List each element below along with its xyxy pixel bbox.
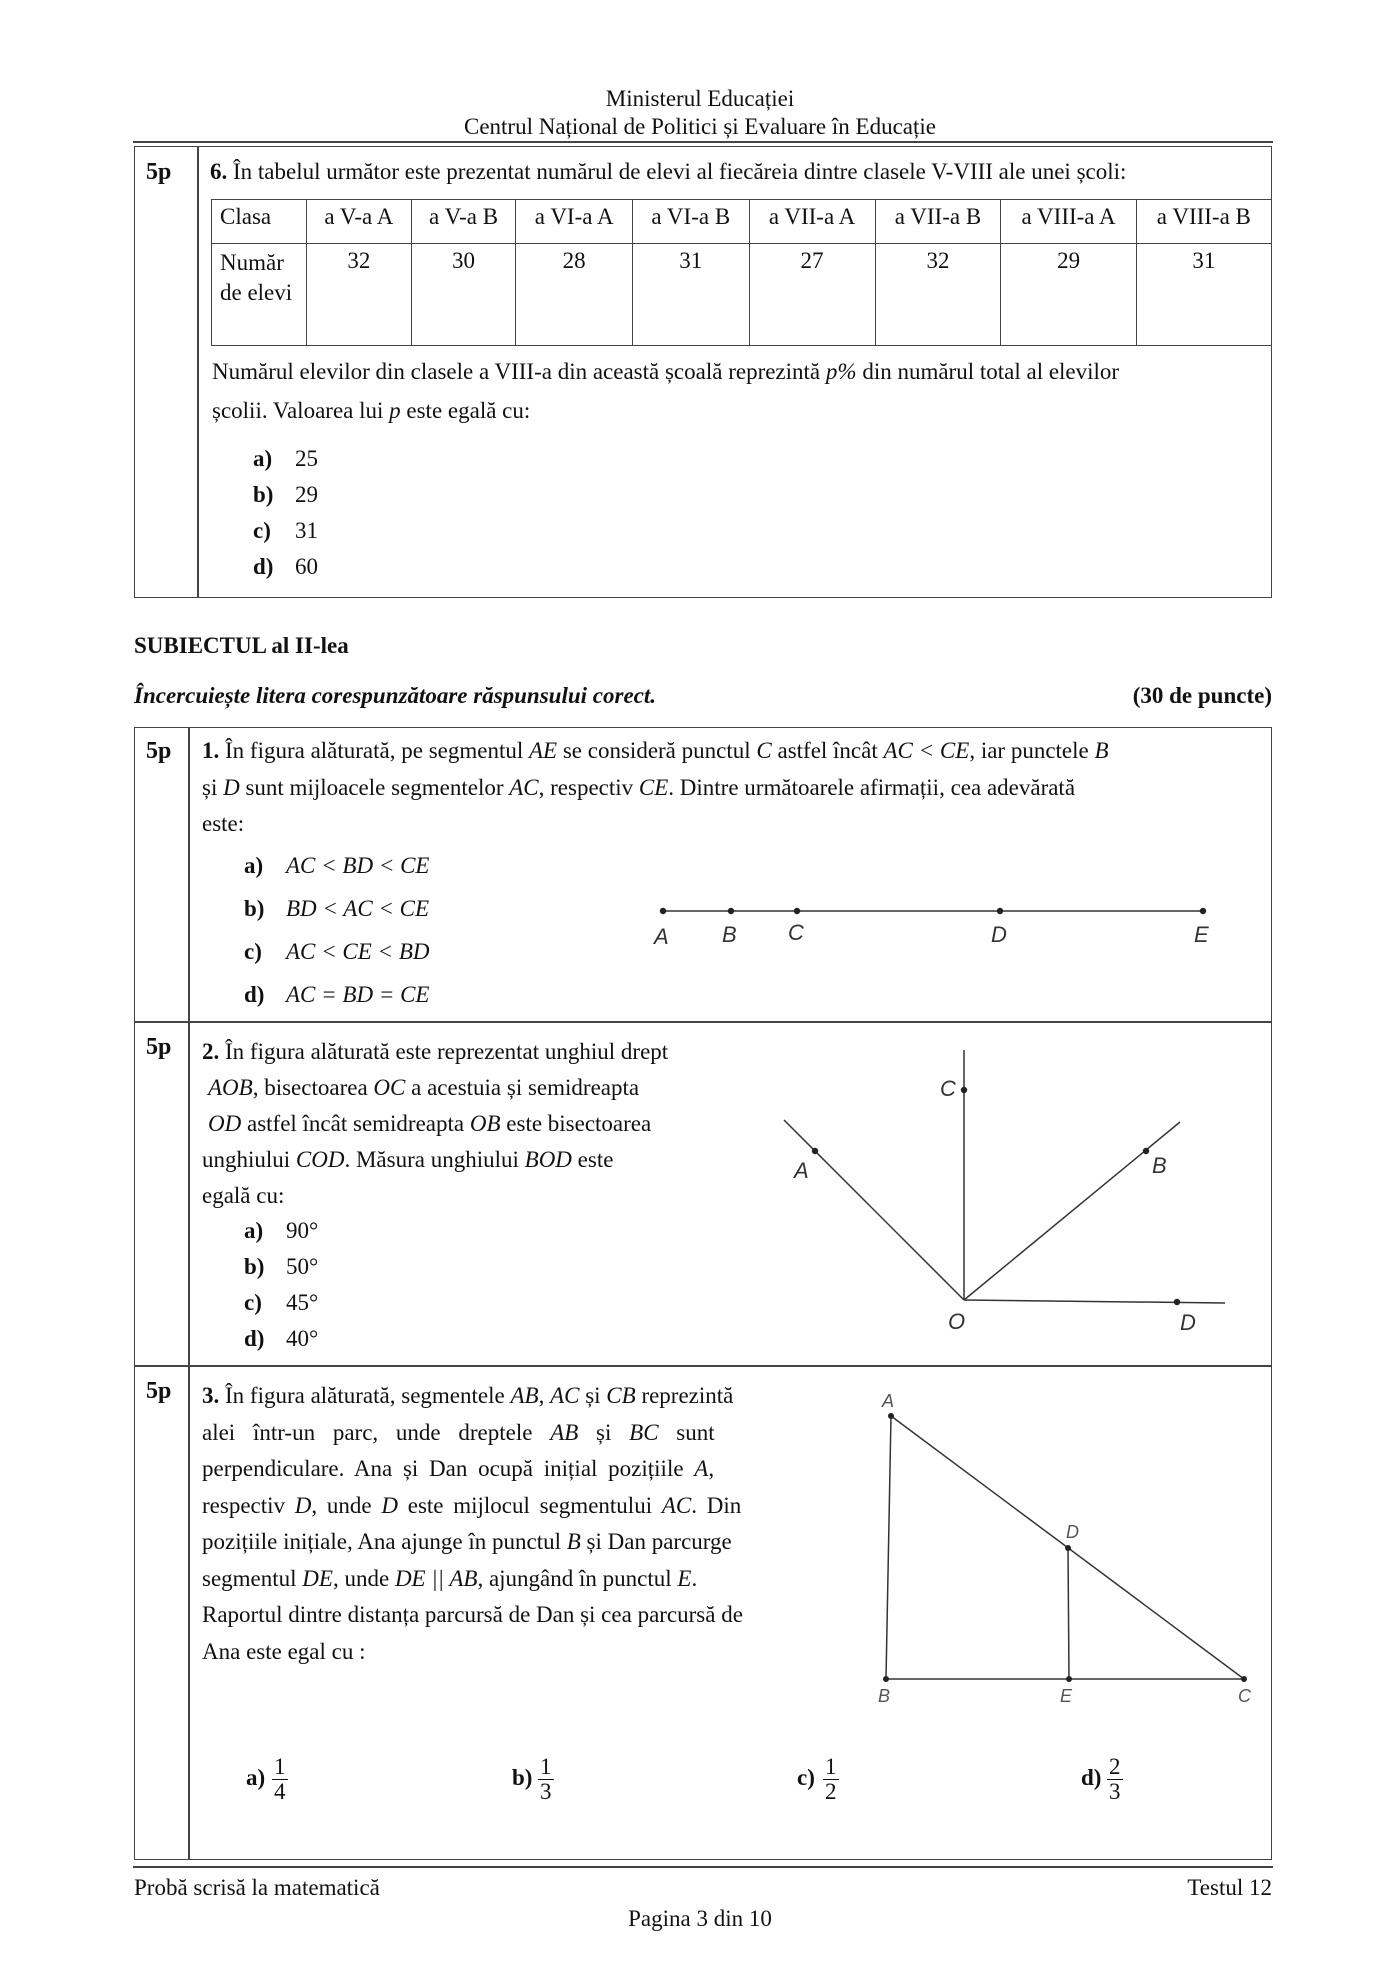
option-value: AC < BD < CE <box>286 853 430 878</box>
q3-text-part: și <box>578 1419 630 1445</box>
q1-option-b[interactable] <box>244 896 429 922</box>
section-instruction: Încercuiește litera corespunzătoare răspunsului corect. <box>134 683 657 708</box>
q3-text-part: perpendiculare. Ana și Dan ocupă inițial pozițiile <box>202 1456 695 1481</box>
q2-q3-separator <box>134 1365 1272 1367</box>
q2-option-d[interactable] <box>244 1326 318 1352</box>
q3-math: BC <box>629 1419 659 1445</box>
header-center: Centrul Național de Politici și Evaluare în Educație <box>463 114 936 139</box>
q3-math: AB <box>510 1383 539 1408</box>
q6-class-cell: a VIII-a A <box>1001 200 1136 244</box>
footer-page: Pagina 3 din 10 <box>628 1906 772 1931</box>
q3-line <box>202 1451 842 1488</box>
option-label: b) <box>253 482 274 507</box>
q3-option-c[interactable] <box>797 1755 839 1804</box>
q3-triangle-figure <box>870 1385 1270 1715</box>
point-C <box>794 908 800 914</box>
q6-class-cell: a V-a B <box>411 200 516 244</box>
q6-count-cell: 29 <box>1001 244 1136 346</box>
header-rule <box>133 141 1273 143</box>
q1-math: B <box>1094 738 1109 763</box>
q1-text: și <box>202 775 224 800</box>
q2-line <box>202 1142 739 1178</box>
q2-math: OD <box>208 1111 242 1136</box>
q3-text-part: sunt <box>658 1419 715 1445</box>
q1-text-line1 <box>202 738 1264 764</box>
q6-table <box>211 199 1272 346</box>
q6-option-b[interactable] <box>253 482 318 508</box>
option-label: a) <box>244 853 264 878</box>
q1-text-line2 <box>202 775 1264 801</box>
q3-points: 5p <box>146 1378 172 1404</box>
q3-line <box>202 1415 842 1452</box>
fraction-numerator: 1 <box>540 1754 552 1779</box>
fraction-numerator: 2 <box>1109 1754 1121 1779</box>
q1-math: AC <box>509 775 539 800</box>
q1-text: . Dintre următoarele afirmații, cea adevărată <box>668 775 1076 800</box>
section-points: (30 de puncte) <box>1132 683 1272 708</box>
q6-class-cell: a VIII-a B <box>1136 200 1271 244</box>
label-B: B <box>722 922 737 947</box>
q3-text-part: alei într-un parc, unde dreptele <box>202 1419 551 1445</box>
q6-count-cell: 27 <box>749 244 875 346</box>
footer-rule <box>133 1866 1273 1868</box>
option-label: a) <box>253 446 273 471</box>
label-D: D <box>1180 1310 1196 1335</box>
option-label: d) <box>253 554 274 579</box>
option-label: b) <box>244 1254 265 1279</box>
q3-text-part: În figura alăturată, segmentele <box>225 1383 511 1408</box>
q2-text-part: . Măsura unghiului <box>344 1147 525 1172</box>
option-value: 50° <box>286 1254 319 1279</box>
q6-option-a[interactable] <box>253 446 318 472</box>
q3-text-part: respectiv <box>202 1492 295 1518</box>
fraction-denominator: 3 <box>540 1779 552 1805</box>
option-label: c) <box>244 1290 262 1315</box>
q6-points: 5p <box>146 159 172 185</box>
option-label: c) <box>253 518 271 543</box>
q3-math: E <box>677 1565 692 1591</box>
q3-math: CB <box>606 1383 636 1408</box>
q3-math: D <box>294 1492 312 1518</box>
option-value: 25 <box>295 446 318 471</box>
q6-class-cell: a VII-a A <box>749 200 875 244</box>
footer-right: Testul 12 <box>1187 1875 1272 1900</box>
option-value: 60 <box>295 554 318 579</box>
q2-math: AOB <box>208 1075 253 1100</box>
q3-option-b[interactable] <box>512 1755 554 1804</box>
point-B <box>728 908 734 914</box>
label-C: C <box>1238 1686 1251 1706</box>
q6-count-cell: 31 <box>1136 244 1271 346</box>
q6-question-text: școlii. Valoarea lui <box>212 398 390 423</box>
q3-line <box>202 1378 842 1415</box>
q6-count-cell: 30 <box>411 244 516 346</box>
q2-option-c[interactable] <box>244 1290 318 1316</box>
q2-text <box>202 1034 739 1214</box>
point-E <box>1200 908 1206 914</box>
q2-angle-figure <box>770 1040 1230 1340</box>
q1-math: C <box>756 738 772 763</box>
q3-text-part: , ajungând în punctul <box>477 1565 678 1591</box>
q6-question-line1 <box>212 359 1262 385</box>
point-B <box>883 1676 889 1682</box>
q2-line <box>202 1106 739 1142</box>
q1-text: astfel încât <box>771 738 884 763</box>
label-C: C <box>788 920 804 945</box>
option-label: b) <box>512 1764 533 1790</box>
q3-line: Raportul dintre distanța parcursă de Dan și cea parcursă de <box>202 1602 743 1627</box>
q6-var-p-percent: p% <box>825 359 857 384</box>
q3-math: DE || AB <box>394 1565 478 1591</box>
point-D <box>997 908 1003 914</box>
q1-option-d[interactable] <box>244 982 429 1008</box>
q3-line <box>202 1524 842 1561</box>
point-D <box>1065 1545 1071 1551</box>
q3-math: A <box>694 1456 709 1481</box>
q2-text-part: astfel încât semidreapta <box>241 1111 470 1136</box>
label-O: O <box>948 1309 966 1334</box>
label-C: C <box>940 1076 956 1101</box>
q2-math: OC <box>373 1075 406 1100</box>
q6-question-text: este egală cu: <box>400 398 531 423</box>
option-value: 45° <box>286 1290 319 1315</box>
label-A: A <box>654 924 669 949</box>
q2-math: BOD <box>524 1147 572 1172</box>
point-C <box>1241 1676 1247 1682</box>
q1-math: AC < CE <box>883 738 970 763</box>
q1-option-c[interactable] <box>244 939 429 965</box>
q6-class-cell: a V-a A <box>307 200 412 244</box>
q1-option-a[interactable] <box>244 853 429 879</box>
q3-text-part: , <box>538 1383 551 1408</box>
q1-text: sunt mijloacele segmentelor <box>239 775 510 800</box>
q3-math: B <box>566 1529 581 1554</box>
option-value: 31 <box>295 518 318 543</box>
q6-class-cell: a VI-a B <box>632 200 749 244</box>
fraction-denominator: 2 <box>825 1779 837 1805</box>
q3-text-part: . Din <box>691 1492 742 1518</box>
q6-count-cell: 28 <box>516 244 633 346</box>
label-D: D <box>991 922 1007 947</box>
q3-text <box>202 1378 842 1670</box>
q6-statement: În tabelul următor este prezentat numărul de elevi al fiecăreia dintre clasele V-VIII ale unei școli: <box>233 159 1127 184</box>
fraction-denominator: 4 <box>274 1779 286 1805</box>
q2-option-b[interactable] <box>244 1254 318 1280</box>
fraction <box>1107 1755 1123 1804</box>
option-label: d) <box>244 982 265 1007</box>
q3-text-part: . <box>691 1565 698 1591</box>
label-E: E <box>1194 922 1209 947</box>
q3-text-part: pozițiile inițiale, Ana ajunge în punctul <box>202 1529 567 1554</box>
point-C <box>961 1087 967 1093</box>
q1-q2-separator <box>134 1021 1272 1023</box>
point-A <box>812 1148 818 1154</box>
q3-line <box>202 1561 842 1598</box>
q3-text-part: reprezintă <box>635 1383 734 1408</box>
q3-math: AB <box>550 1419 579 1445</box>
ray-OD <box>964 1300 1225 1303</box>
q2-points: 5p <box>146 1034 172 1060</box>
q3-math: AC <box>661 1492 692 1518</box>
option-label: a) <box>244 1218 264 1243</box>
point-E <box>1066 1676 1072 1682</box>
option-value: 29 <box>295 482 318 507</box>
label-B: B <box>1152 1153 1167 1178</box>
q2-text-part: , bisectoarea <box>252 1075 374 1100</box>
q3-math: D <box>381 1492 398 1518</box>
segment-AB <box>886 1416 891 1679</box>
option-value: AC = BD = CE <box>286 982 430 1007</box>
q6-number: 6. <box>210 159 228 184</box>
q3-math: AC <box>550 1383 580 1408</box>
q3-line <box>202 1488 842 1525</box>
q1-text: se consideră punctul <box>557 738 757 763</box>
q2-math: OB <box>469 1111 501 1136</box>
q6-table-count-row <box>212 244 1272 346</box>
section-title: SUBIECTUL al II-lea <box>134 633 349 658</box>
q3-text-part: , unde <box>332 1565 395 1591</box>
q2-line <box>202 1034 739 1070</box>
q6-table-class-row <box>212 200 1272 244</box>
q1-segment-figure <box>640 890 1220 950</box>
q3-number: 3. <box>202 1383 220 1408</box>
q6-question-text: din numărul total al elevilor <box>856 359 1120 384</box>
q1-math: CE <box>638 775 669 800</box>
q6-option-d[interactable] <box>253 554 318 580</box>
q3-text-part: segmentul <box>202 1565 303 1591</box>
fraction-denominator: 3 <box>1109 1779 1121 1805</box>
q1-text: , iar punctele <box>969 738 1095 763</box>
option-label: d) <box>244 1326 265 1351</box>
q6-table-count-header: Număr de elevi <box>212 244 307 346</box>
label-A: A <box>794 1158 809 1183</box>
segment-DE <box>1068 1548 1069 1679</box>
q6-count-cell: 32 <box>307 244 412 346</box>
label-A: A <box>882 1391 895 1411</box>
q2-text-part: a acestuia și semidreapta <box>405 1075 640 1100</box>
q2-text-part: este bisectoarea <box>500 1111 652 1136</box>
q2-math: COD <box>295 1147 345 1172</box>
option-value: AC < CE < BD <box>286 939 430 964</box>
q3-option-a[interactable] <box>246 1755 288 1804</box>
q2-text-part: În figura alăturată este reprezentat unghiul drept <box>225 1039 669 1064</box>
option-label: b) <box>244 896 265 921</box>
fraction <box>538 1755 554 1804</box>
label-E: E <box>1060 1686 1073 1706</box>
q1-math: D <box>223 775 240 800</box>
point-D <box>1174 1299 1180 1305</box>
q6-count-cell: 32 <box>875 244 1001 346</box>
ray-OA <box>784 1120 964 1300</box>
fraction-numerator: 1 <box>825 1754 837 1779</box>
option-value: BD < AC < CE <box>286 896 430 921</box>
q1-text-line3: este: <box>202 811 245 836</box>
q3-text-part: și Dan parcurge <box>580 1529 732 1554</box>
option-label: d) <box>1081 1764 1102 1790</box>
fraction <box>272 1755 288 1804</box>
label-B: B <box>878 1686 891 1706</box>
q6-class-cell: a VII-a B <box>875 200 1001 244</box>
q3-math: DE <box>302 1565 333 1591</box>
q3-text-part: este mijlocul segmentului <box>397 1492 662 1518</box>
point-A <box>660 908 666 914</box>
footer-left: Probă scrisă la matematică <box>134 1875 380 1900</box>
q6-var-p: p <box>389 398 401 423</box>
fraction-numerator: 1 <box>274 1754 286 1779</box>
fraction <box>823 1755 839 1804</box>
point-A <box>888 1413 894 1419</box>
q2-line: egală cu: <box>202 1183 285 1208</box>
q6-text <box>210 159 1265 185</box>
q6-count-cell: 31 <box>632 244 749 346</box>
option-label: c) <box>244 939 262 964</box>
q2-option-a[interactable] <box>244 1218 318 1244</box>
q1-text: În figura alăturată, pe segmentul <box>225 738 529 763</box>
option-label: a) <box>246 1764 266 1790</box>
q2-text-part: este <box>571 1147 614 1172</box>
point-B <box>1143 1148 1149 1154</box>
q6-class-cell: a VI-a A <box>516 200 633 244</box>
part2-divider <box>188 727 190 1860</box>
q2-line <box>202 1070 739 1106</box>
option-label: c) <box>797 1764 815 1790</box>
q1-math: AE <box>529 738 558 763</box>
q1-text: , respectiv <box>538 775 639 800</box>
option-value: 40° <box>286 1326 319 1351</box>
q3-option-d[interactable] <box>1081 1755 1123 1804</box>
q1-points: 5p <box>146 738 172 764</box>
q6-question-line2 <box>212 398 530 424</box>
q2-text-part: unghiului <box>202 1147 296 1172</box>
q3-text-part: , unde <box>311 1492 382 1518</box>
q6-divider <box>197 146 199 598</box>
header-ministry: Ministerul Educației <box>605 86 795 111</box>
q2-number: 2. <box>202 1039 220 1064</box>
q6-table-row-header: Clasa <box>212 200 307 244</box>
label-D: D <box>1066 1522 1079 1542</box>
q6-option-c[interactable] <box>253 518 318 544</box>
q6-question-text: Numărul elevilor din clasele a VIII-a din această școală reprezintă <box>212 359 826 384</box>
q3-text-part: și <box>579 1383 607 1408</box>
q3-line: Ana este egal cu : <box>202 1638 366 1664</box>
q3-text-part: , <box>708 1456 715 1481</box>
q1-number: 1. <box>202 738 220 763</box>
option-value: 90° <box>286 1218 319 1243</box>
